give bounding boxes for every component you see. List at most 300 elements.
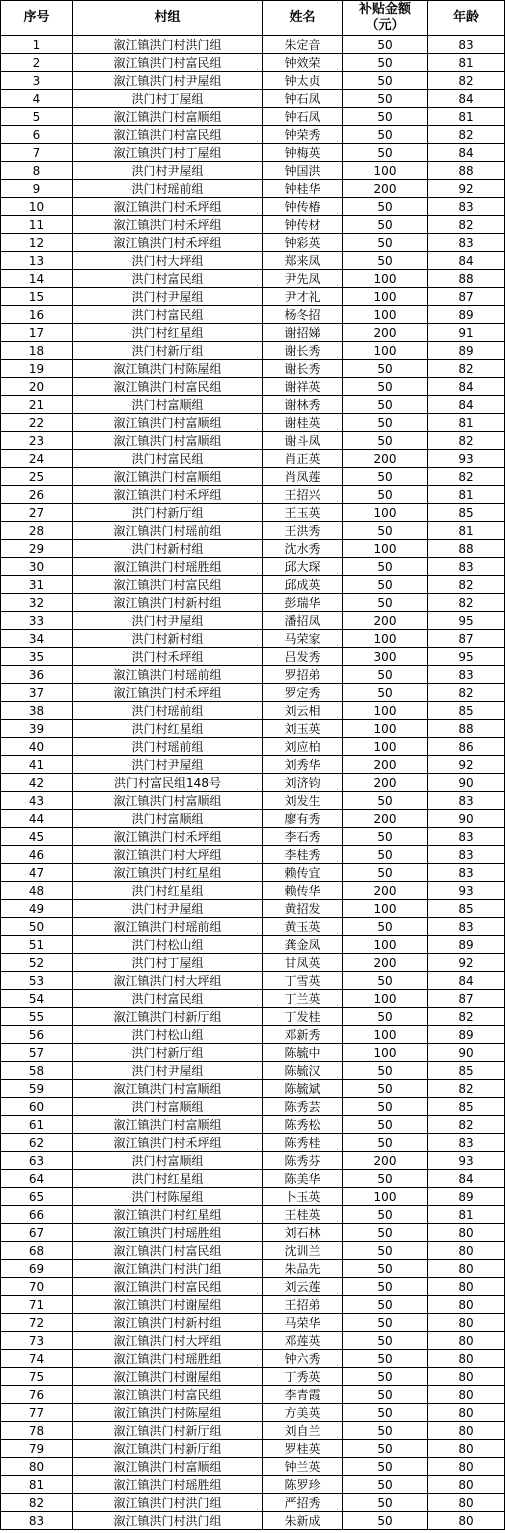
cell-age: 88 xyxy=(428,162,505,180)
table-row xyxy=(1,1008,505,1026)
cell-seq: 7 xyxy=(1,144,73,162)
cell-amount: 50 xyxy=(343,666,428,684)
cell-age: 83 xyxy=(428,198,505,216)
cell-amount: 50 xyxy=(343,1134,428,1152)
cell-name: 郑来凤 xyxy=(263,252,343,270)
cell-amount: 50 xyxy=(343,1422,428,1440)
table-row xyxy=(1,1386,505,1404)
cell-amount: 50 xyxy=(343,1386,428,1404)
cell-village: 溆江镇洪门村瑶前组 xyxy=(73,918,263,936)
table-row xyxy=(1,270,505,288)
cell-name: 钟石凤 xyxy=(263,108,343,126)
cell-village: 溆江镇洪门村新厅组 xyxy=(73,1440,263,1458)
cell-amount: 50 xyxy=(343,1332,428,1350)
table-row xyxy=(1,306,505,324)
cell-amount: 100 xyxy=(343,162,428,180)
cell-amount: 300 xyxy=(343,648,428,666)
table-row xyxy=(1,666,505,684)
table-row xyxy=(1,594,505,612)
cell-seq: 16 xyxy=(1,306,73,324)
cell-age: 80 xyxy=(428,1332,505,1350)
cell-amount: 50 xyxy=(343,432,428,450)
cell-amount: 50 xyxy=(343,36,428,54)
cell-amount: 50 xyxy=(343,1440,428,1458)
cell-seq: 34 xyxy=(1,630,73,648)
cell-age: 80 xyxy=(428,1350,505,1368)
cell-village: 溆江镇洪门村富民组 xyxy=(73,126,263,144)
cell-age: 84 xyxy=(428,378,505,396)
cell-village: 洪门村富民组148号 xyxy=(73,774,263,792)
cell-village: 洪门村富顺组 xyxy=(73,1098,263,1116)
cell-name: 丁兰英 xyxy=(263,990,343,1008)
cell-amount: 50 xyxy=(343,1206,428,1224)
cell-name: 谢长秀 xyxy=(263,360,343,378)
table-row xyxy=(1,1116,505,1134)
cell-seq: 47 xyxy=(1,864,73,882)
cell-name: 陈罗珍 xyxy=(263,1476,343,1494)
table-row xyxy=(1,792,505,810)
table-row xyxy=(1,540,505,558)
cell-name: 罗桂英 xyxy=(263,1440,343,1458)
cell-name: 钟效荣 xyxy=(263,54,343,72)
cell-name: 罗招弟 xyxy=(263,666,343,684)
cell-age: 89 xyxy=(428,936,505,954)
header-row xyxy=(1,1,505,36)
table-row xyxy=(1,1170,505,1188)
table-row xyxy=(1,378,505,396)
cell-name: 钟彩英 xyxy=(263,234,343,252)
cell-village: 溆江镇洪门村瑶胜组 xyxy=(73,558,263,576)
cell-village: 洪门村陈屋组 xyxy=(73,1188,263,1206)
cell-seq: 22 xyxy=(1,414,73,432)
cell-name: 沈训兰 xyxy=(263,1242,343,1260)
cell-seq: 18 xyxy=(1,342,73,360)
cell-name: 邱大琛 xyxy=(263,558,343,576)
cell-seq: 71 xyxy=(1,1296,73,1314)
cell-village: 洪门村红星组 xyxy=(73,1170,263,1188)
cell-name: 刘发生 xyxy=(263,792,343,810)
table-row xyxy=(1,990,505,1008)
cell-age: 85 xyxy=(428,702,505,720)
cell-age: 83 xyxy=(428,846,505,864)
cell-amount: 50 xyxy=(343,198,428,216)
cell-age: 89 xyxy=(428,342,505,360)
cell-amount: 50 xyxy=(343,216,428,234)
cell-name: 陈秀芸 xyxy=(263,1098,343,1116)
cell-village: 溆江镇洪门村富民组 xyxy=(73,378,263,396)
cell-name: 钟兰英 xyxy=(263,1458,343,1476)
cell-amount: 100 xyxy=(343,900,428,918)
cell-amount: 100 xyxy=(343,306,428,324)
cell-village: 洪门村尹屋组 xyxy=(73,288,263,306)
cell-seq: 39 xyxy=(1,720,73,738)
cell-age: 83 xyxy=(428,666,505,684)
cell-village: 溆江镇洪门村谢屋组 xyxy=(73,1296,263,1314)
cell-age: 92 xyxy=(428,756,505,774)
cell-name: 赖传宜 xyxy=(263,864,343,882)
cell-name: 刘石林 xyxy=(263,1224,343,1242)
cell-village: 溆江镇洪门村富民组 xyxy=(73,576,263,594)
cell-village: 溆江镇洪门村尹屋组 xyxy=(73,72,263,90)
cell-age: 95 xyxy=(428,612,505,630)
table-row xyxy=(1,450,505,468)
table-row xyxy=(1,54,505,72)
table-row xyxy=(1,1278,505,1296)
table-row xyxy=(1,234,505,252)
cell-amount: 50 xyxy=(343,1260,428,1278)
cell-age: 80 xyxy=(428,1296,505,1314)
cell-name: 谢长秀 xyxy=(263,342,343,360)
cell-amount: 50 xyxy=(343,396,428,414)
cell-village: 溆江镇洪门村洪门组 xyxy=(73,1260,263,1278)
cell-village: 溆江镇洪门村富民组 xyxy=(73,1242,263,1260)
cell-seq: 4 xyxy=(1,90,73,108)
cell-amount: 100 xyxy=(343,288,428,306)
cell-name: 尹才礼 xyxy=(263,288,343,306)
cell-name: 谢桂英 xyxy=(263,414,343,432)
cell-amount: 50 xyxy=(343,414,428,432)
table-row xyxy=(1,1512,505,1530)
cell-name: 王招弟 xyxy=(263,1296,343,1314)
cell-village: 洪门村富顺组 xyxy=(73,1152,263,1170)
cell-age: 80 xyxy=(428,1422,505,1440)
cell-age: 82 xyxy=(428,72,505,90)
cell-age: 80 xyxy=(428,1242,505,1260)
table-row xyxy=(1,144,505,162)
table-row xyxy=(1,396,505,414)
table-row xyxy=(1,1260,505,1278)
cell-seq: 42 xyxy=(1,774,73,792)
cell-amount: 100 xyxy=(343,630,428,648)
cell-amount: 50 xyxy=(343,1224,428,1242)
cell-age: 85 xyxy=(428,900,505,918)
cell-name: 陈毓汉 xyxy=(263,1062,343,1080)
cell-name: 钟桂华 xyxy=(263,180,343,198)
cell-age: 92 xyxy=(428,180,505,198)
table-row xyxy=(1,1476,505,1494)
cell-seq: 3 xyxy=(1,72,73,90)
cell-amount: 100 xyxy=(343,540,428,558)
cell-age: 90 xyxy=(428,774,505,792)
header-seq: 序号 xyxy=(1,1,73,36)
cell-amount: 50 xyxy=(343,468,428,486)
cell-age: 83 xyxy=(428,234,505,252)
cell-amount: 200 xyxy=(343,612,428,630)
table-row xyxy=(1,504,505,522)
cell-village: 溆江镇洪门村富顺组 xyxy=(73,792,263,810)
cell-village: 溆江镇洪门村新厅组 xyxy=(73,1008,263,1026)
cell-age: 89 xyxy=(428,1026,505,1044)
cell-name: 王招兴 xyxy=(263,486,343,504)
cell-village: 溆江镇洪门村富民组 xyxy=(73,1278,263,1296)
cell-amount: 200 xyxy=(343,954,428,972)
cell-village: 溆江镇洪门村禾坪组 xyxy=(73,1134,263,1152)
cell-seq: 65 xyxy=(1,1188,73,1206)
cell-village: 洪门村丁屋组 xyxy=(73,90,263,108)
cell-amount: 50 xyxy=(343,1314,428,1332)
cell-village: 洪门村富民组 xyxy=(73,306,263,324)
cell-seq: 70 xyxy=(1,1278,73,1296)
cell-village: 溆江镇洪门村富顺组 xyxy=(73,1458,263,1476)
cell-name: 陈美华 xyxy=(263,1170,343,1188)
cell-age: 80 xyxy=(428,1476,505,1494)
cell-seq: 59 xyxy=(1,1080,73,1098)
cell-name: 钟梅英 xyxy=(263,144,343,162)
cell-seq: 57 xyxy=(1,1044,73,1062)
cell-age: 87 xyxy=(428,288,505,306)
cell-seq: 43 xyxy=(1,792,73,810)
table-row xyxy=(1,72,505,90)
table-row xyxy=(1,756,505,774)
cell-age: 83 xyxy=(428,864,505,882)
cell-village: 洪门村富民组 xyxy=(73,270,263,288)
cell-seq: 36 xyxy=(1,666,73,684)
table-row xyxy=(1,1242,505,1260)
cell-age: 85 xyxy=(428,1062,505,1080)
cell-village: 溆江镇洪门村洪门组 xyxy=(73,1512,263,1530)
cell-age: 82 xyxy=(428,1008,505,1026)
cell-name: 杨冬招 xyxy=(263,306,343,324)
cell-village: 洪门村瑶前组 xyxy=(73,180,263,198)
cell-name: 刘云相 xyxy=(263,702,343,720)
cell-age: 83 xyxy=(428,36,505,54)
cell-seq: 28 xyxy=(1,522,73,540)
cell-village: 洪门村尹屋组 xyxy=(73,900,263,918)
cell-village: 溆江镇洪门村大坪组 xyxy=(73,846,263,864)
table-row xyxy=(1,1134,505,1152)
cell-age: 91 xyxy=(428,324,505,342)
cell-seq: 2 xyxy=(1,54,73,72)
cell-amount: 50 xyxy=(343,1512,428,1530)
cell-name: 丁雪英 xyxy=(263,972,343,990)
cell-village: 溆江镇洪门村洪门组 xyxy=(73,1494,263,1512)
cell-name: 刘云莲 xyxy=(263,1278,343,1296)
cell-seq: 37 xyxy=(1,684,73,702)
cell-village: 溆江镇洪门村瑶前组 xyxy=(73,522,263,540)
cell-amount: 50 xyxy=(343,1296,428,1314)
cell-age: 93 xyxy=(428,882,505,900)
table-row xyxy=(1,1188,505,1206)
cell-amount: 50 xyxy=(343,90,428,108)
table-row xyxy=(1,1296,505,1314)
cell-amount: 100 xyxy=(343,738,428,756)
cell-name: 钟六秀 xyxy=(263,1350,343,1368)
cell-village: 洪门村瑶前组 xyxy=(73,702,263,720)
cell-village: 溆江镇洪门村禾坪组 xyxy=(73,828,263,846)
cell-village: 溆江镇洪门村富顺组 xyxy=(73,468,263,486)
cell-age: 84 xyxy=(428,144,505,162)
cell-village: 溆江镇洪门村瑶前组 xyxy=(73,666,263,684)
cell-name: 赖传华 xyxy=(263,882,343,900)
cell-name: 谢祥英 xyxy=(263,378,343,396)
cell-name: 丁秀英 xyxy=(263,1368,343,1386)
cell-name: 谢林秀 xyxy=(263,396,343,414)
cell-age: 80 xyxy=(428,1512,505,1530)
cell-seq: 48 xyxy=(1,882,73,900)
cell-seq: 80 xyxy=(1,1458,73,1476)
table-row xyxy=(1,900,505,918)
cell-seq: 1 xyxy=(1,36,73,54)
cell-name: 谢招娣 xyxy=(263,324,343,342)
cell-seq: 61 xyxy=(1,1116,73,1134)
table-row xyxy=(1,702,505,720)
header-amount xyxy=(343,1,428,36)
table-row xyxy=(1,342,505,360)
cell-village: 溆江镇洪门村新厅组 xyxy=(73,1422,263,1440)
cell-age: 90 xyxy=(428,1044,505,1062)
cell-name: 方美英 xyxy=(263,1404,343,1422)
cell-name: 尹先凤 xyxy=(263,270,343,288)
table-row xyxy=(1,216,505,234)
cell-age: 82 xyxy=(428,1080,505,1098)
cell-village: 溆江镇洪门村禾坪组 xyxy=(73,486,263,504)
cell-seq: 32 xyxy=(1,594,73,612)
cell-age: 81 xyxy=(428,414,505,432)
cell-name: 廖有秀 xyxy=(263,810,343,828)
cell-village: 溆江镇洪门村富顺组 xyxy=(73,414,263,432)
cell-name: 钟石凤 xyxy=(263,90,343,108)
cell-amount: 200 xyxy=(343,810,428,828)
cell-seq: 13 xyxy=(1,252,73,270)
cell-village: 洪门村尹屋组 xyxy=(73,612,263,630)
table-row xyxy=(1,90,505,108)
cell-age: 93 xyxy=(428,1152,505,1170)
cell-name: 邱成英 xyxy=(263,576,343,594)
cell-amount: 50 xyxy=(343,1116,428,1134)
cell-seq: 40 xyxy=(1,738,73,756)
table-row xyxy=(1,1098,505,1116)
cell-amount: 50 xyxy=(343,558,428,576)
cell-seq: 50 xyxy=(1,918,73,936)
table-row xyxy=(1,432,505,450)
cell-name: 朱新成 xyxy=(263,1512,343,1530)
cell-seq: 23 xyxy=(1,432,73,450)
cell-seq: 12 xyxy=(1,234,73,252)
cell-village: 洪门村红星组 xyxy=(73,324,263,342)
cell-amount: 50 xyxy=(343,1098,428,1116)
cell-seq: 27 xyxy=(1,504,73,522)
cell-name: 钟国洪 xyxy=(263,162,343,180)
cell-seq: 15 xyxy=(1,288,73,306)
cell-name: 甘凤英 xyxy=(263,954,343,972)
cell-amount: 50 xyxy=(343,360,428,378)
cell-amount: 200 xyxy=(343,324,428,342)
cell-age: 82 xyxy=(428,576,505,594)
table-row xyxy=(1,1368,505,1386)
table-row xyxy=(1,414,505,432)
cell-age: 88 xyxy=(428,540,505,558)
cell-amount: 50 xyxy=(343,54,428,72)
cell-village: 洪门村新厅组 xyxy=(73,1044,263,1062)
cell-age: 89 xyxy=(428,1188,505,1206)
cell-seq: 54 xyxy=(1,990,73,1008)
cell-age: 83 xyxy=(428,558,505,576)
cell-amount: 50 xyxy=(343,828,428,846)
cell-amount: 50 xyxy=(343,1350,428,1368)
cell-age: 82 xyxy=(428,468,505,486)
table-row xyxy=(1,468,505,486)
cell-amount: 50 xyxy=(343,234,428,252)
cell-amount: 50 xyxy=(343,126,428,144)
cell-amount: 200 xyxy=(343,756,428,774)
table-row xyxy=(1,1314,505,1332)
cell-seq: 29 xyxy=(1,540,73,558)
cell-amount: 50 xyxy=(343,1170,428,1188)
table-row xyxy=(1,198,505,216)
cell-seq: 51 xyxy=(1,936,73,954)
cell-name: 钟传材 xyxy=(263,216,343,234)
cell-name: 沈水秀 xyxy=(263,540,343,558)
table-row xyxy=(1,1350,505,1368)
cell-village: 洪门村富顺组 xyxy=(73,810,263,828)
cell-amount: 50 xyxy=(343,252,428,270)
cell-age: 80 xyxy=(428,1314,505,1332)
cell-seq: 56 xyxy=(1,1026,73,1044)
table-row xyxy=(1,1026,505,1044)
table-row xyxy=(1,648,505,666)
cell-seq: 66 xyxy=(1,1206,73,1224)
cell-seq: 21 xyxy=(1,396,73,414)
cell-village: 洪门村松山组 xyxy=(73,1026,263,1044)
header-amount-line1: 补贴金额 xyxy=(358,2,411,17)
cell-village: 洪门村尹屋组 xyxy=(73,162,263,180)
cell-seq: 62 xyxy=(1,1134,73,1152)
cell-village: 溆江镇洪门村新村组 xyxy=(73,594,263,612)
cell-age: 82 xyxy=(428,216,505,234)
cell-amount: 50 xyxy=(343,864,428,882)
cell-amount: 50 xyxy=(343,522,428,540)
table-row xyxy=(1,360,505,378)
cell-seq: 46 xyxy=(1,846,73,864)
cell-age: 81 xyxy=(428,54,505,72)
table-row xyxy=(1,1062,505,1080)
cell-amount: 100 xyxy=(343,720,428,738)
cell-seq: 83 xyxy=(1,1512,73,1530)
cell-seq: 58 xyxy=(1,1062,73,1080)
cell-seq: 53 xyxy=(1,972,73,990)
cell-seq: 30 xyxy=(1,558,73,576)
cell-village: 溆江镇洪门村富顺组 xyxy=(73,432,263,450)
cell-amount: 50 xyxy=(343,1494,428,1512)
cell-age: 81 xyxy=(428,486,505,504)
cell-seq: 5 xyxy=(1,108,73,126)
cell-village: 溆江镇洪门村禾坪组 xyxy=(73,234,263,252)
cell-name: 李青霞 xyxy=(263,1386,343,1404)
cell-age: 82 xyxy=(428,360,505,378)
table-row xyxy=(1,126,505,144)
header-name: 姓名 xyxy=(263,1,343,36)
cell-village: 溆江镇洪门村大坪组 xyxy=(73,1332,263,1350)
cell-village: 洪门村富顺组 xyxy=(73,396,263,414)
cell-amount: 50 xyxy=(343,486,428,504)
cell-village: 洪门村红星组 xyxy=(73,882,263,900)
cell-village: 溆江镇洪门村禾坪组 xyxy=(73,216,263,234)
cell-age: 84 xyxy=(428,252,505,270)
cell-village: 洪门村新厅组 xyxy=(73,504,263,522)
cell-amount: 50 xyxy=(343,72,428,90)
cell-age: 89 xyxy=(428,306,505,324)
cell-name: 陈秀桂 xyxy=(263,1134,343,1152)
table-row xyxy=(1,576,505,594)
cell-seq: 69 xyxy=(1,1260,73,1278)
cell-name: 李桂秀 xyxy=(263,846,343,864)
cell-age: 87 xyxy=(428,990,505,1008)
cell-village: 洪门村松山组 xyxy=(73,936,263,954)
cell-name: 马荣家 xyxy=(263,630,343,648)
cell-village: 溆江镇洪门村富顺组 xyxy=(73,108,263,126)
cell-amount: 50 xyxy=(343,1458,428,1476)
table-row xyxy=(1,180,505,198)
